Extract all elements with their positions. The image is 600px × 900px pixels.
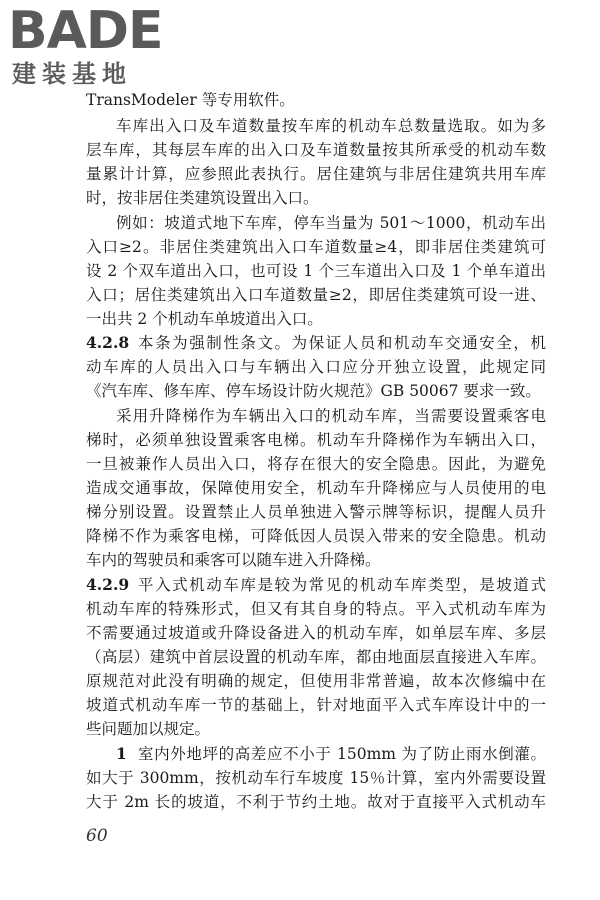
text-line: 平入式机动车库是较为常见的机动车库类型，是坡道式 [138,576,546,594]
text-line: 不需要通过坡道或升降设备进入的机动车库，如单层车库、多层 [86,624,546,642]
text-line: 梯时，必须单独设置乘客电梯。机动车升降梯作为车辆出入口， [86,431,546,449]
text-line: 一出共 2 个机动车单坡道出入口。 [86,310,323,328]
text-line: 采用升降梯作为车辆出入口的机动车库，当需要设置乘客电 [116,407,546,425]
logo-brand: BADE [8,1,163,61]
item-number [116,744,136,764]
text-line: 原规范对此没有明确的规定，但使用非常普遍，故本次修编中在 [86,672,546,690]
text-line: 梯分别设置。设置禁止人员单独进入警示牌等标识，提醒人员升 [86,503,546,521]
text-line: 些问题加以规定。 [86,720,211,738]
text-line: 入口；居住类建筑出入口车道数量≥2，即居住类建筑可设一进、 [86,286,546,304]
text-line: 本条为强制性条文。为保证人员和机动车交通安全，机 [138,334,546,352]
text-line: 降梯不作为乘客电梯，可降低因人员误入带来的安全隐患。机动 [86,527,546,545]
section-number [86,575,136,595]
text-line: TransModeler 等专用软件。 [86,91,295,109]
text-line: 例如：坡道式地下车库，停车当量为 501～1000，机动车出 [116,214,546,232]
text-line: 一旦被兼作人员出入口，将存在很大的安全隐患。因此，为避免 [86,455,546,473]
text-line: 大于 2m 长的坡道，不利于节约土地。故对于直接平入式机动车 [86,793,546,811]
text-line: 机动车库的特殊形式，但又有其自身的特点。平入式机动车库为 [86,600,546,618]
text-line: 车内的驾驶员和乘客可以随车进入升降梯。 [86,551,381,569]
page-number: 60 [86,826,108,846]
section-number [86,333,136,353]
text-line: （高层）建筑中首层设置的机动车库，都由地面层直接进入车库。 [86,648,546,666]
text-line: 如大于 300mm，按机动车行车坡度 15％计算，室内外需要设置 [86,769,546,787]
section-number-text: 4.2.8 [86,333,130,352]
text-line: 动车库的人员出入口与车辆出入口应分开独立设置，此规定同 [86,358,546,376]
text-line: 入口≥2。非居住类建筑出入口车道数量≥4，即非居住类建筑可 [86,238,546,256]
text-line: 造成交通事故，保障使用安全，机动车升降梯应与人员使用的电 [86,479,546,497]
text-line: 层车库，其每层车库的出入口及车道数量按其所承受的机动车数 [86,141,546,159]
text-line: 量累计计算，应参照此表执行。居住建筑与非居住建筑共用车库 [86,165,546,183]
text-line: 《汽车库、修车库、停车场设计防火规范》GB 50067 要求一致。 [86,382,541,400]
section-number-text: 4.2.9 [86,575,130,594]
text-line: 时，按非居住类建筑设置出入口。 [86,189,319,207]
text-line: 车库出入口及车道数量按车库的机动车总数量选取。如为多 [116,117,546,135]
text-line: 室内外地坪的高差应不小于 150mm 为了防止雨水倒灌。 [138,745,546,763]
logo-subtitle: 建装基地 [12,60,132,88]
text-line: 设 2 个双车道出入口，也可设 1 个三车道出入口及 1 个单车道出 [86,262,546,280]
item-number-text: 1 [116,744,127,763]
text-line: 坡道式机动车库一节的基础上，针对地面平入式车库设计中的一 [86,696,546,714]
